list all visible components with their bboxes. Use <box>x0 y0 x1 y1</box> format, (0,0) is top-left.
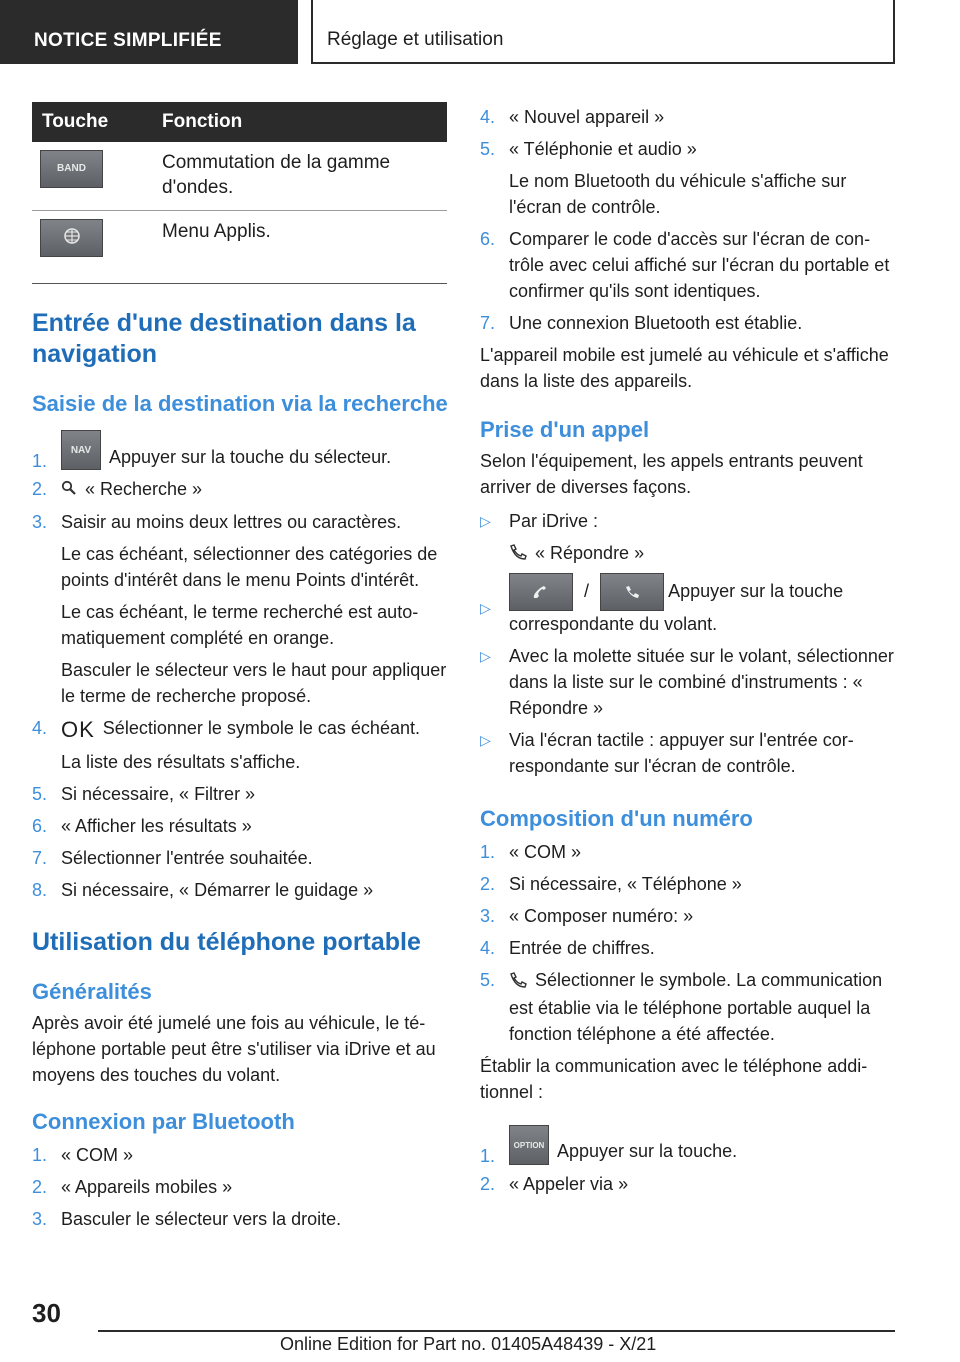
list-item <box>480 935 896 961</box>
step-number: 6. <box>480 229 496 249</box>
list-item <box>480 136 896 220</box>
triangle-bullet-icon: ▷ <box>480 732 491 749</box>
list-item <box>32 877 448 903</box>
call-options <box>480 508 896 779</box>
left-column <box>32 102 448 1238</box>
list-item <box>480 1125 896 1165</box>
list-item <box>32 509 448 709</box>
step-number: 2. <box>480 1173 496 1194</box>
step-number: 8. <box>32 879 48 900</box>
list-item <box>32 1206 448 1232</box>
header-section: NOTICE SIMPLIFIÉE <box>0 0 298 64</box>
step-number: 4. <box>480 107 496 127</box>
step-text: « Appeler via » <box>509 1173 629 1194</box>
bluetooth-steps-continued <box>480 104 896 336</box>
triangle-bullet-icon: ▷ <box>480 648 491 665</box>
apps-key-icon <box>40 219 103 257</box>
list-item <box>32 813 448 839</box>
step-text: « COM » <box>61 1144 134 1165</box>
step-number: 3. <box>480 906 496 927</box>
step-text: Comparer le code d'accès sur l'écran de contrôle avec celui affiché sur l'écran du portable et confirmer qu'ils sont identiques. <box>509 229 890 301</box>
bullet-text: Avec la molette située sur le volant, sélectionner dans la liste sur le combiné d'instruments : « Répondre » <box>509 646 894 719</box>
list-item <box>32 430 448 470</box>
step-number: 5. <box>480 970 496 991</box>
table-row <box>32 142 447 211</box>
step-number: 1. <box>32 1144 48 1165</box>
step-text: Si nécessaire, « Démarrer le guidage » <box>61 879 374 900</box>
step-text: « COM » <box>509 842 582 863</box>
list-item <box>480 310 896 336</box>
step-number: 2. <box>32 1176 48 1197</box>
step-text: Sélectionner le symbole le cas échéant. <box>102 718 420 739</box>
step-number: 3. <box>32 1208 48 1229</box>
step-text: Basculer le sélecteur vers la droite. <box>61 1208 342 1229</box>
table-cell: Commutation de la gamme d'ondes. <box>132 142 447 211</box>
list-item <box>480 104 896 130</box>
step-text: « Nouvel appareil » <box>509 107 665 127</box>
step-number: 5. <box>480 139 496 159</box>
list-item <box>480 903 896 929</box>
call-intro: Selon l'équipement, les appels entrants peuvent arriver de diverses façons. <box>480 451 863 497</box>
list-item <box>480 967 896 1046</box>
step-number: 6. <box>32 815 48 836</box>
step-number: 5. <box>32 783 48 804</box>
list-item <box>480 727 896 779</box>
header-chapter: Réglage et utilisation <box>311 0 895 64</box>
step-text: « Afficher les résultats » <box>61 815 252 836</box>
step-subtext: Le nom Bluetooth du véhicule s'affiche sur l'écran de contrôle. <box>509 171 847 217</box>
list-item <box>32 781 448 807</box>
list-item <box>480 871 896 897</box>
extra-steps <box>480 1125 896 1197</box>
table-row <box>32 211 447 284</box>
col-header-function: Fonction <box>132 102 447 142</box>
step-text: Une connexion Bluetooth est établie. <box>509 313 803 333</box>
bullet-text: Via l'écran tactile : appuyer sur l'entrée correspondante sur l'écran de contrôle. <box>509 730 854 777</box>
step-text: Sélectionner le symbole. La communication est établie via le téléphone portable auquel la fonction téléphone a été affectée. <box>509 970 883 1044</box>
page-header <box>0 0 960 66</box>
step-text: Saisir au moins deux lettres ou caractères. <box>61 512 402 533</box>
step-subtext: Le cas échéant, le terme recherché est automatiquement complété en orange. <box>61 602 419 649</box>
list-item <box>32 1174 448 1200</box>
page-number: 30 <box>32 1298 61 1328</box>
step-number: 4. <box>32 718 48 739</box>
key-function-table <box>32 102 447 284</box>
general-text: Après avoir été jumelé une fois au véhicule, le téléphone portable peut être s'utiliser via iDrive et au moyens des touches du volant. <box>32 1012 436 1085</box>
step-subtext: Le cas échéant, sélectionner des catégories de points d'intérêt dans le menu Points d'intérêt. <box>61 544 438 591</box>
nav-subtitle: Saisie de la destination via la recherche <box>32 391 448 416</box>
phone-answer-key-icon <box>509 573 573 611</box>
nav-steps <box>32 430 448 903</box>
step-text: Appuyer sur la touche du sélecteur. <box>109 446 392 467</box>
col-header-key: Touche <box>32 102 132 142</box>
nav-key-icon: NAV <box>61 430 101 470</box>
step-subtext: La liste des résultats s'affiche. <box>61 751 301 772</box>
step-text: Sélectionner l'entrée souhaitée. <box>61 847 313 868</box>
step-text: « Appareils mobiles » <box>61 1176 233 1197</box>
list-item <box>32 845 448 871</box>
step-number: 2. <box>480 874 496 895</box>
triangle-bullet-icon: ▷ <box>480 513 491 529</box>
step-text: Si nécessaire, « Téléphone » <box>509 874 742 895</box>
table-cell: Menu Applis. <box>132 211 447 284</box>
bullet-text: / <box>584 581 590 601</box>
step-text: Appuyer sur la touche. <box>557 1141 738 1162</box>
phone-title: Utilisation du téléphone portable <box>32 927 421 956</box>
dial-title: Composition d'un numéro <box>480 806 753 832</box>
phone-icon <box>509 969 527 995</box>
list-item <box>32 476 448 503</box>
list-item <box>480 839 896 865</box>
search-icon <box>61 477 77 503</box>
step-number: 1. <box>480 1145 496 1166</box>
general-title: Généralités <box>32 978 152 1004</box>
step-text: « Téléphonie et audio » <box>509 139 697 159</box>
bluetooth-steps <box>32 1142 448 1232</box>
list-item <box>480 1171 896 1197</box>
nav-title: Entrée d'une destination dans la navigation <box>32 309 416 368</box>
list-item <box>480 643 896 721</box>
list-item <box>480 226 896 304</box>
right-column <box>480 104 896 1203</box>
step-number: 1. <box>480 842 496 863</box>
bullet-subtext: Appuyer sur la touche correspondante du volant. <box>509 581 844 635</box>
bullet-subtext: « Répondre » <box>535 543 645 563</box>
band-key-icon: BAND <box>40 150 103 188</box>
step-text: « Recherche » <box>85 479 203 499</box>
step-text: « Composer numéro: » <box>509 906 694 927</box>
option-key-icon: OPTION <box>509 1125 549 1165</box>
step-number: 7. <box>480 313 496 333</box>
list-item <box>32 1142 448 1168</box>
step-number: 7. <box>32 847 48 868</box>
step-subtext: Basculer le sélecteur vers le haut pour appliquer le terme de recherche proposé. <box>61 660 447 707</box>
footer-divider <box>98 1330 895 1332</box>
ok-icon: OK <box>61 716 95 742</box>
step-number: 4. <box>480 938 496 959</box>
list-item <box>32 715 448 774</box>
call-title: Prise d'un appel <box>480 417 650 442</box>
step-text: Si nécessaire, « Filtrer » <box>61 783 256 804</box>
phone-icon <box>509 541 527 567</box>
phone-hangup-key-icon <box>600 573 664 611</box>
bluetooth-result: L'appareil mobile est jumelé au véhicule et s'affiche dans la liste des appareils. <box>480 345 889 391</box>
list-item <box>480 573 896 637</box>
triangle-bullet-icon: ▷ <box>480 600 491 617</box>
step-text: Entrée de chiffres. <box>509 938 655 959</box>
bluetooth-title: Connexion par Bluetooth <box>32 1108 295 1134</box>
step-number: 2. <box>32 479 48 499</box>
bullet-text: Par iDrive : <box>509 511 599 531</box>
dial-steps <box>480 839 896 1046</box>
step-number: 1. <box>32 451 48 471</box>
list-item <box>480 508 896 567</box>
footer-edition: Online Edition for Part no. 01405A48439 - X/21 <box>280 1334 657 1354</box>
step-number: 3. <box>32 512 48 533</box>
extra-text: Établir la communication avec le téléphone additionnel : <box>480 1055 868 1102</box>
